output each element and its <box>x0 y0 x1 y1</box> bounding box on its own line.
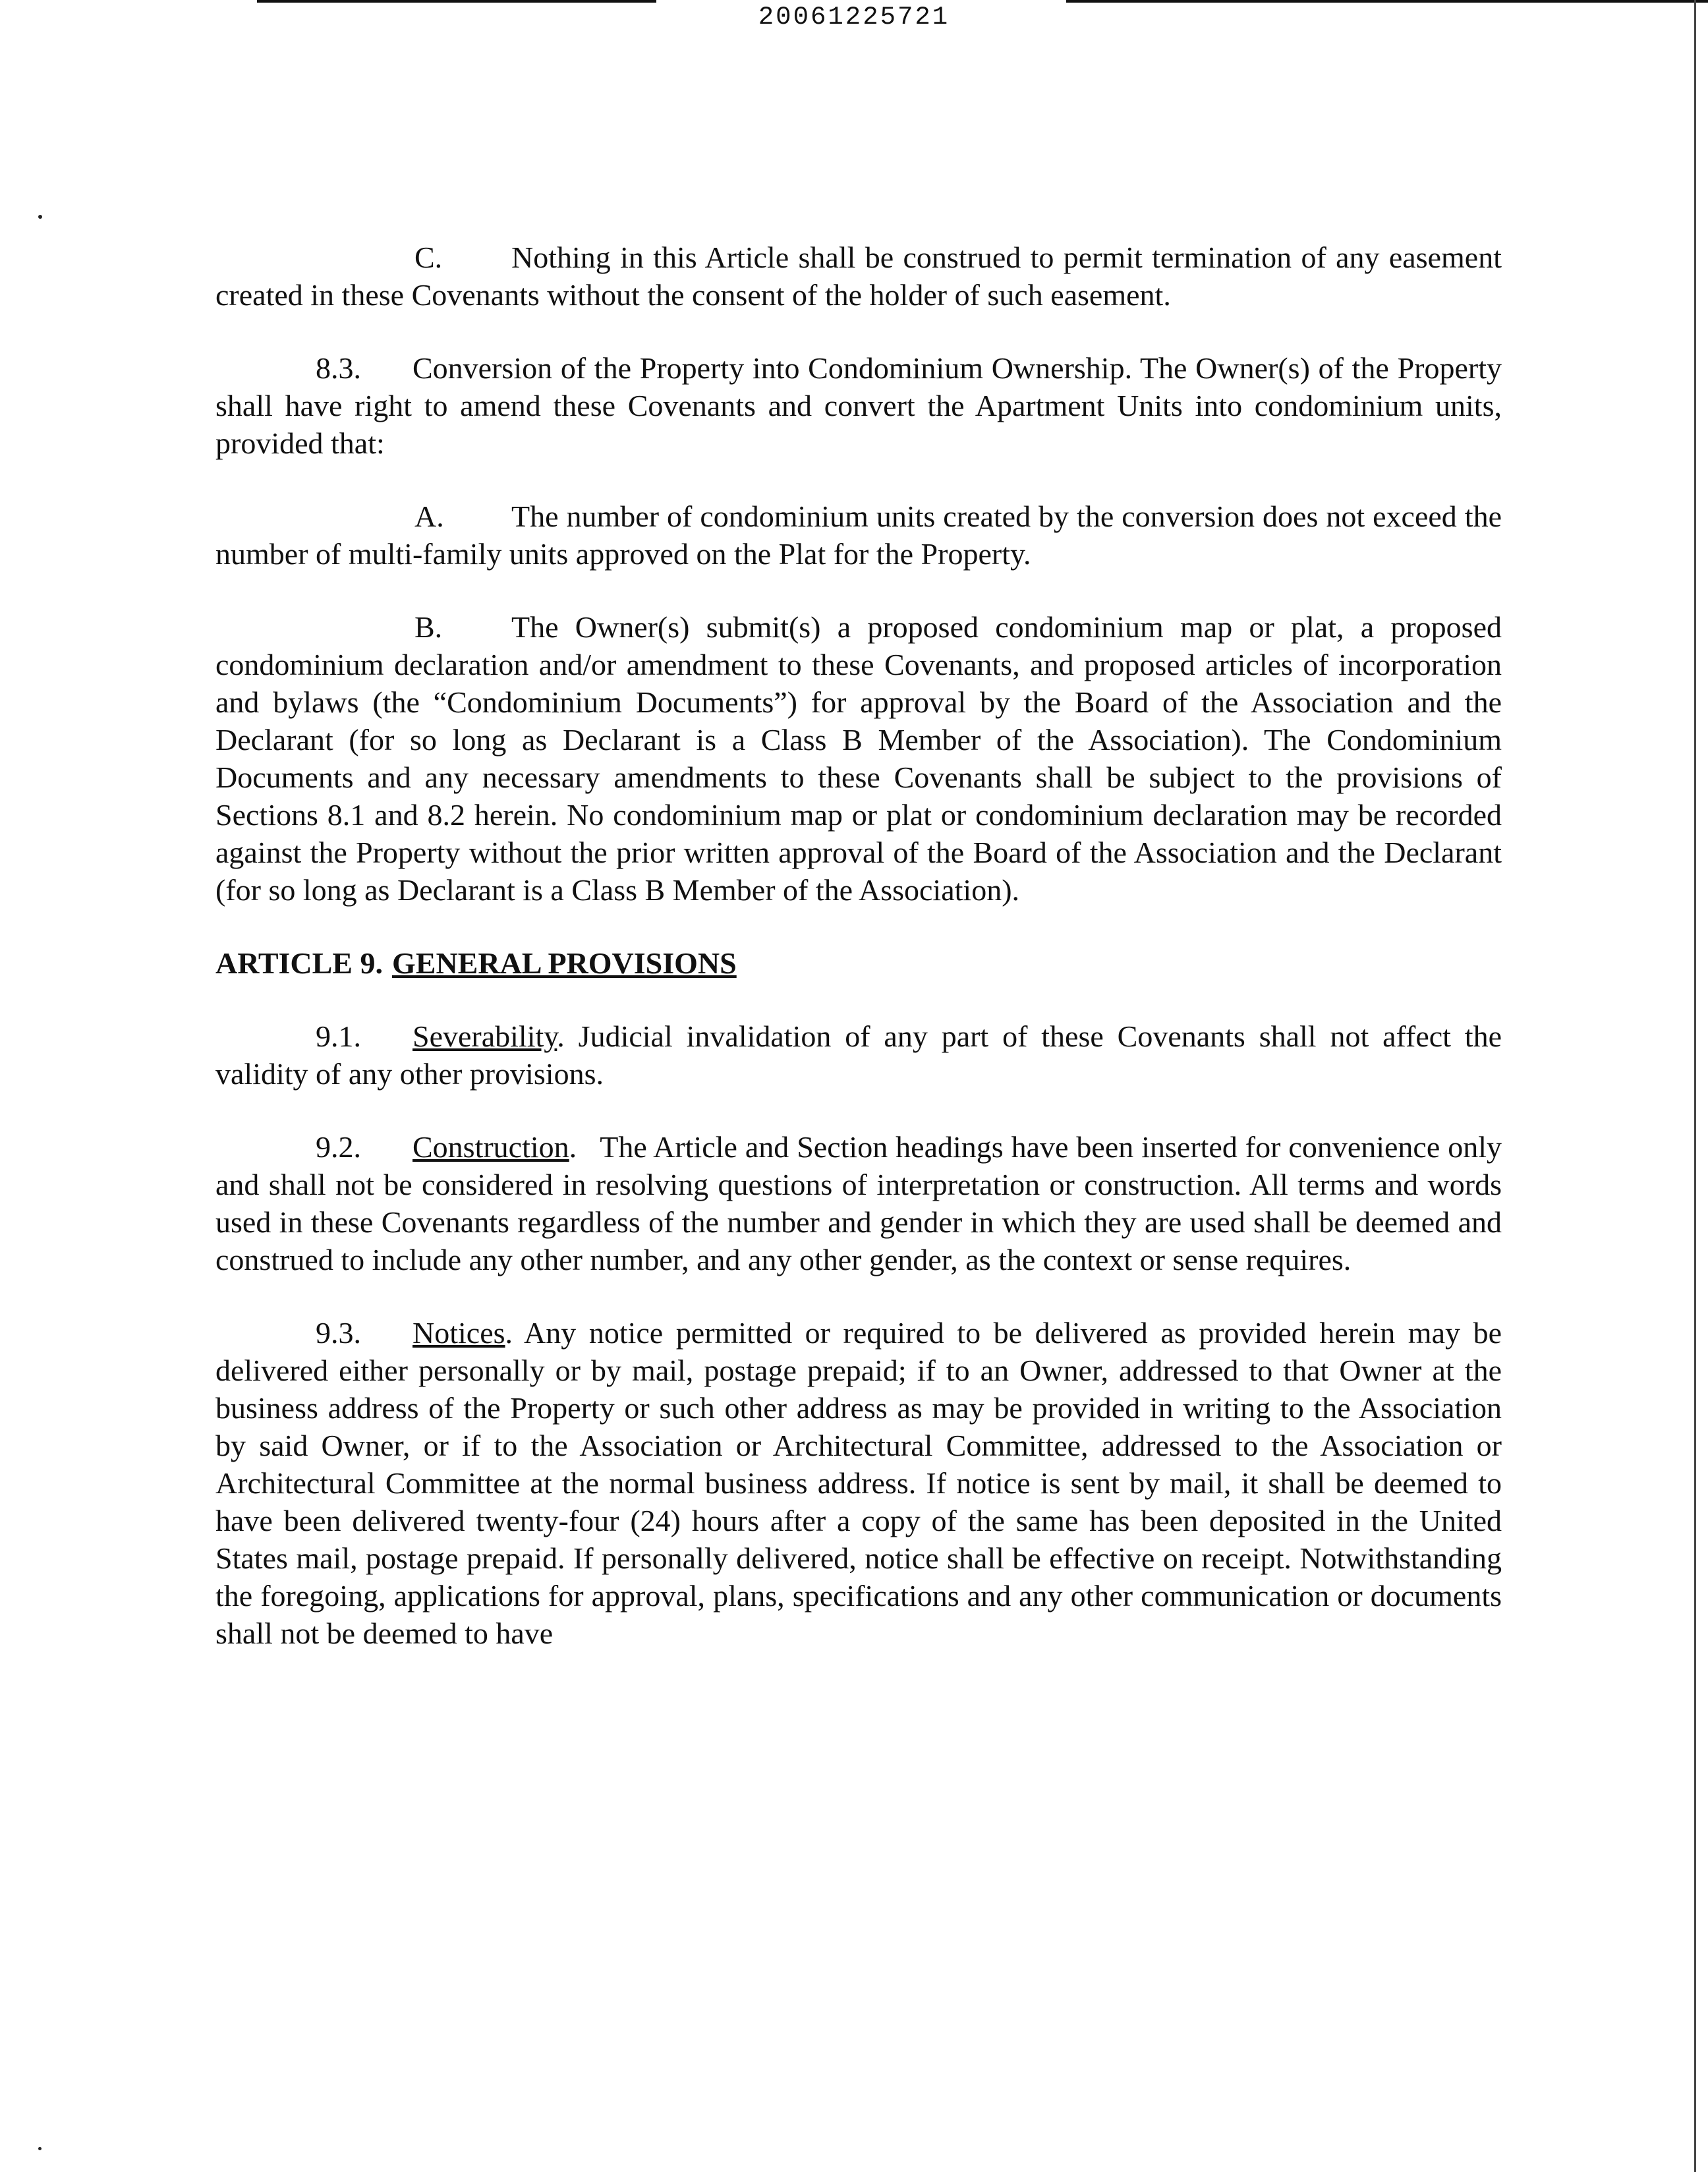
scan-edge-line <box>1694 0 1696 2172</box>
section-8-3 <box>215 349 1502 462</box>
paragraph-8-2-c <box>215 239 1502 314</box>
section-number: 9.3. <box>316 1316 361 1350</box>
article-label: ARTICLE 9. <box>215 946 383 980</box>
article-9-heading <box>215 944 1502 982</box>
section-number: 9.2. <box>316 1130 361 1164</box>
item-text: The number of condominium units created by the conversion does not exceed the number of multi-family units approved on the Plat for the Property. <box>215 500 1502 571</box>
section-heading: Construction <box>413 1130 569 1164</box>
section-8-3-item-b <box>215 608 1502 909</box>
section-text: Any notice permitted or required to be delivered as provided herein may be delivered either personally or by mail, postage prepaid; if to an Owner, addressed to that Owner at the business address of the Property or such other address as may be provided in writing to the Association by said Owner, or if to the Association or Architectural Committee, addressed to the Association or Architectural Committee at the normal business address. If notice is sent by mail, it shall be deemed to have been delivered twenty-four (24) hours after a copy of the same has been deposited in the United States mail, postage prepaid. If personally delivered, notice shall be effective on receipt. Notwithstanding the foregoing, applications for approval, plans, specifications and any other communication or documents shall not be deemed to have <box>215 1316 1502 1650</box>
section-9-3: 9.3. Notices. Any notice permitted or required to be delivered as provided herein may be delivered either personally or by mail, postage prepaid; if to an Owner, addressed to that Owner at the business address of the Property or such other address as may be provided in writing to the Association by said Owner, or if to the Association or Architectural Committee, addressed to the Association or Architectural Committee at the normal business address. If notice is sent by mail, it shall be deemed to have been delivered twenty-four (24) hours after a copy of the same has been deposited in the United States mail, postage prepaid. If personally delivered, notice shall be effective on receipt. Notwithstanding the foregoing, applications for approval, plans, specifications and any other communication or documents shall not be deemed to have <box>215 1314 1502 1652</box>
article-title: GENERAL PROVISIONS <box>392 946 737 980</box>
section-8-3-item-a <box>215 498 1502 573</box>
paragraph-text: Nothing in this Article shall be construed to permit termination of any easement created in these Covenants without the consent of the holder of such easement. <box>215 241 1502 312</box>
item-label: A. <box>414 500 444 533</box>
section-9-2: 9.2. Construction. The Article and Section headings have been inserted for convenience only and shall not be considered in resolving questions of interpretation or construction. All terms and words used in these Covenants regardless of the number and gender in which they are used shall be deemed and construed to include any other number, and any other gender, as the context or sense requires. <box>215 1128 1502 1278</box>
section-text: The Article and Section headings have been inserted for convenience only and shall not be considered in resolving questions of interpretation or construction. All terms and words used in these Covenants regardless of the number and gender in which they are used shall be deemed and construed to include any other number, and any other gender, as the context or sense requires. <box>215 1130 1502 1276</box>
scan-speck <box>38 2147 42 2150</box>
document-body <box>215 239 1502 1688</box>
section-number: 9.1. <box>316 1019 361 1053</box>
section-text: Judicial invalidation of any part of these Covenants shall not affect the validity of any other provisions. <box>215 1019 1502 1091</box>
section-text: Conversion of the Property into Condominium Ownership. The Owner(s) of the Property shall have right to amend these Covenants and convert the Apartment Units into condominium units, provided that: <box>215 351 1502 460</box>
scan-speck <box>38 215 42 219</box>
section-number: 8.3. <box>316 351 361 385</box>
section-heading: Notices <box>413 1316 505 1350</box>
section-heading: Severability <box>413 1019 557 1053</box>
document-number: 20061225721 <box>758 3 950 32</box>
section-9-1: 9.1. Severability. Judicial invalidation of any part of these Covenants shall not affect the validity of any other provisions. <box>215 1017 1502 1093</box>
item-label: B. <box>414 610 443 644</box>
item-text: The Owner(s) submit(s) a proposed condominium map or plat, a proposed condominium declaration and/or amendment to these Covenants, and proposed articles of incorporation and bylaws (the “Condominium Documents”) for approval by the Board of the Association and the Declarant (for so long as Declarant is a Class B Member of the Association). The Condominium Documents and any necessary amendments to these Covenants shall be subject to the provisions of Sections 8.1 and 8.2 herein. No condominium map or plat or condominium declaration may be recorded against the Property without the prior written approval of the Board of the Association and the Declarant (for so long as Declarant is a Class B Member of the Association). <box>215 610 1502 907</box>
item-label: C. <box>414 241 443 274</box>
